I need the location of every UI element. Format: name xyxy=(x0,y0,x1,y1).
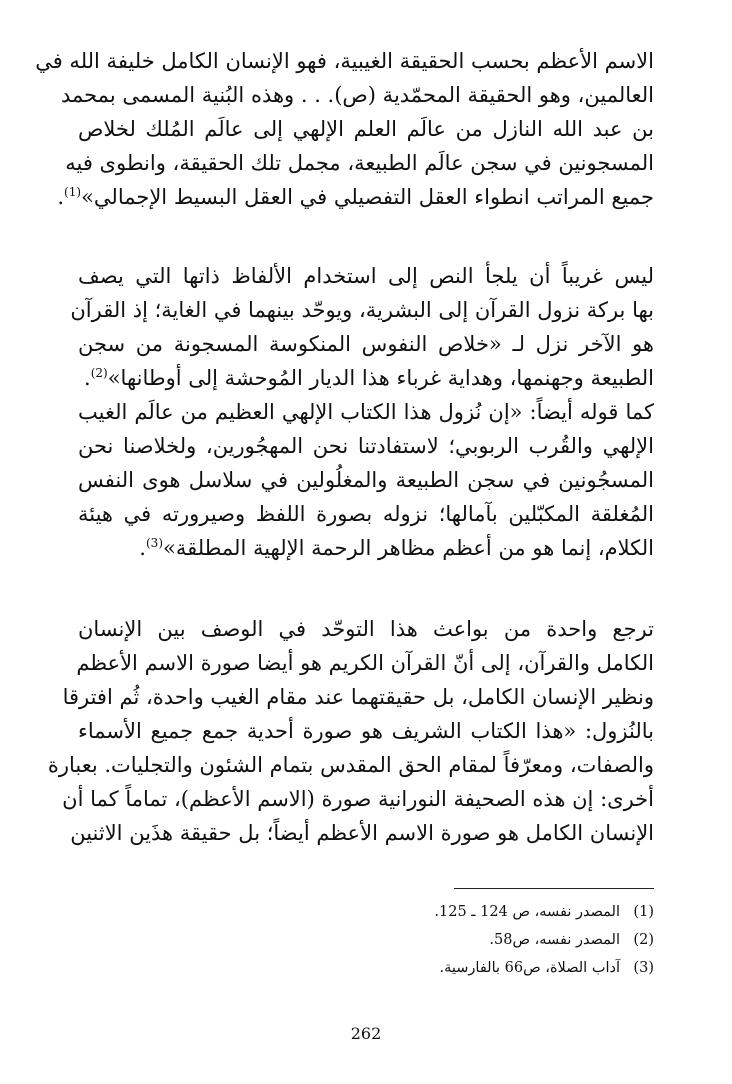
text-line: هو الآخر نزل لـ «خلاص النفوس المنكوسة المسجونة من سجن xyxy=(78,332,654,356)
text-line: الإنسان الكامل هو صورة الاسم الأعظم أيضاً؛ بل حقيقة هذَين الاثنين xyxy=(70,821,654,845)
text-line: ترجع واحدة من بواعث هذا التوحّد في الوصف بين الإنسان xyxy=(78,617,654,641)
footnote-text: المصدر نفسه، ص58. xyxy=(489,932,620,948)
text-line: أخرى: إن هذه الصحيفة النورانية صورة (الاسم الأعظم)، تماماً كما أن xyxy=(62,787,654,811)
footnote-item xyxy=(78,926,654,954)
footnote-number: (1) xyxy=(633,904,654,920)
footnote-item xyxy=(78,898,654,926)
text-line: الكامل والقرآن، إلى أنّ القرآن الكريم هو أيضا صورة الاسم الأعظم xyxy=(76,651,654,675)
text-line: والصفات، ومعرّفاً لمقام الحق المقدس بتمام الشئون والتجليات. بعبارة xyxy=(47,753,654,777)
text-line: الطبيعة وجهنمها، وهداية غرباء هذا الديار المُوحشة إلى أوطانها»$^{(2)}$. xyxy=(84,366,654,390)
text-line: جميع المراتب انطواء العقل التفصيلي في العقل البسيط الإجمالي»$^{(1)}$. xyxy=(57,185,654,209)
paragraph-3 xyxy=(47,612,654,850)
footnotes xyxy=(78,898,654,982)
text-line: المسجُونين في سجن الطبيعة والمغلُولين في سلاسل هوى النفس xyxy=(78,468,654,492)
text-line: الإلهي والقُرب الربوبي؛ لاستفادتنا نحن المهجُورين، ولخلاصنا نحن xyxy=(78,434,654,458)
footnote-text: المصدر نفسه، ص 124 ـ 125. xyxy=(434,904,620,920)
text-line: بالنُزول: «هذا الكتاب الشريف هو صورة أحدية جمع جميع الأسماء xyxy=(78,719,654,743)
text-line: ونظير الإنسان الكامل، بل حقيقتهما عند مقام الغيب واحدة، ثُم افترقا xyxy=(62,685,654,709)
paragraph-1 xyxy=(35,44,654,214)
footnote-ref: (3) xyxy=(145,536,163,550)
text-line: المُغلقة المكبّلين بآمالها؛ نزوله بصورة اللفظ وصيرورته في هيئة xyxy=(78,502,654,526)
footnote-divider xyxy=(454,888,654,889)
text-line: كما قوله أيضاً: «إن نُزول هذا الكتاب الإلهي العظيم من عالَم الغيب xyxy=(78,400,654,424)
text-line: الاسم الأعظم بحسب الحقيقة الغيبية، فهو الإنسان الكامل خليفة الله في xyxy=(35,49,654,73)
text-line: بن عبد الله النازل من عالَم العلم الإلهي إلى عالَم المُلك لخلاص xyxy=(78,117,654,141)
text-line: بها بركة نزول القرآن إلى البشرية، ويوحّد بينهما في الغاية؛ إذ القرآن xyxy=(70,298,654,322)
text-line: المسجونين في سجن عالَم الطبيعة، مجمل تلك الحقيقة، وانطوى فيه xyxy=(65,151,654,175)
footnote-ref: (1) xyxy=(64,185,82,199)
footnote-item xyxy=(78,954,654,982)
paragraph-2 xyxy=(70,259,654,565)
page-number: 262 xyxy=(350,1024,382,1043)
text-line: ليس غريباً أن يلجأ النص إلى استخدام الألفاظ ذاتها التي يصف xyxy=(78,264,654,288)
footnote-text: آداب الصلاة، ص66 بالفارسية. xyxy=(439,960,620,976)
text-line: العالمين، وهو الحقيقة المحمّدية (ص). . . وهذه البُنية المسمى بمحمد xyxy=(60,83,654,107)
text-line: الكلام، إنما هو من أعظم مظاهر الرحمة الإلهية المطلقة»$^{(3)}$. xyxy=(139,536,654,560)
footnote-number: (3) xyxy=(633,960,654,976)
footnote-ref: (2) xyxy=(90,366,108,380)
footnote-number: (2) xyxy=(633,932,654,948)
